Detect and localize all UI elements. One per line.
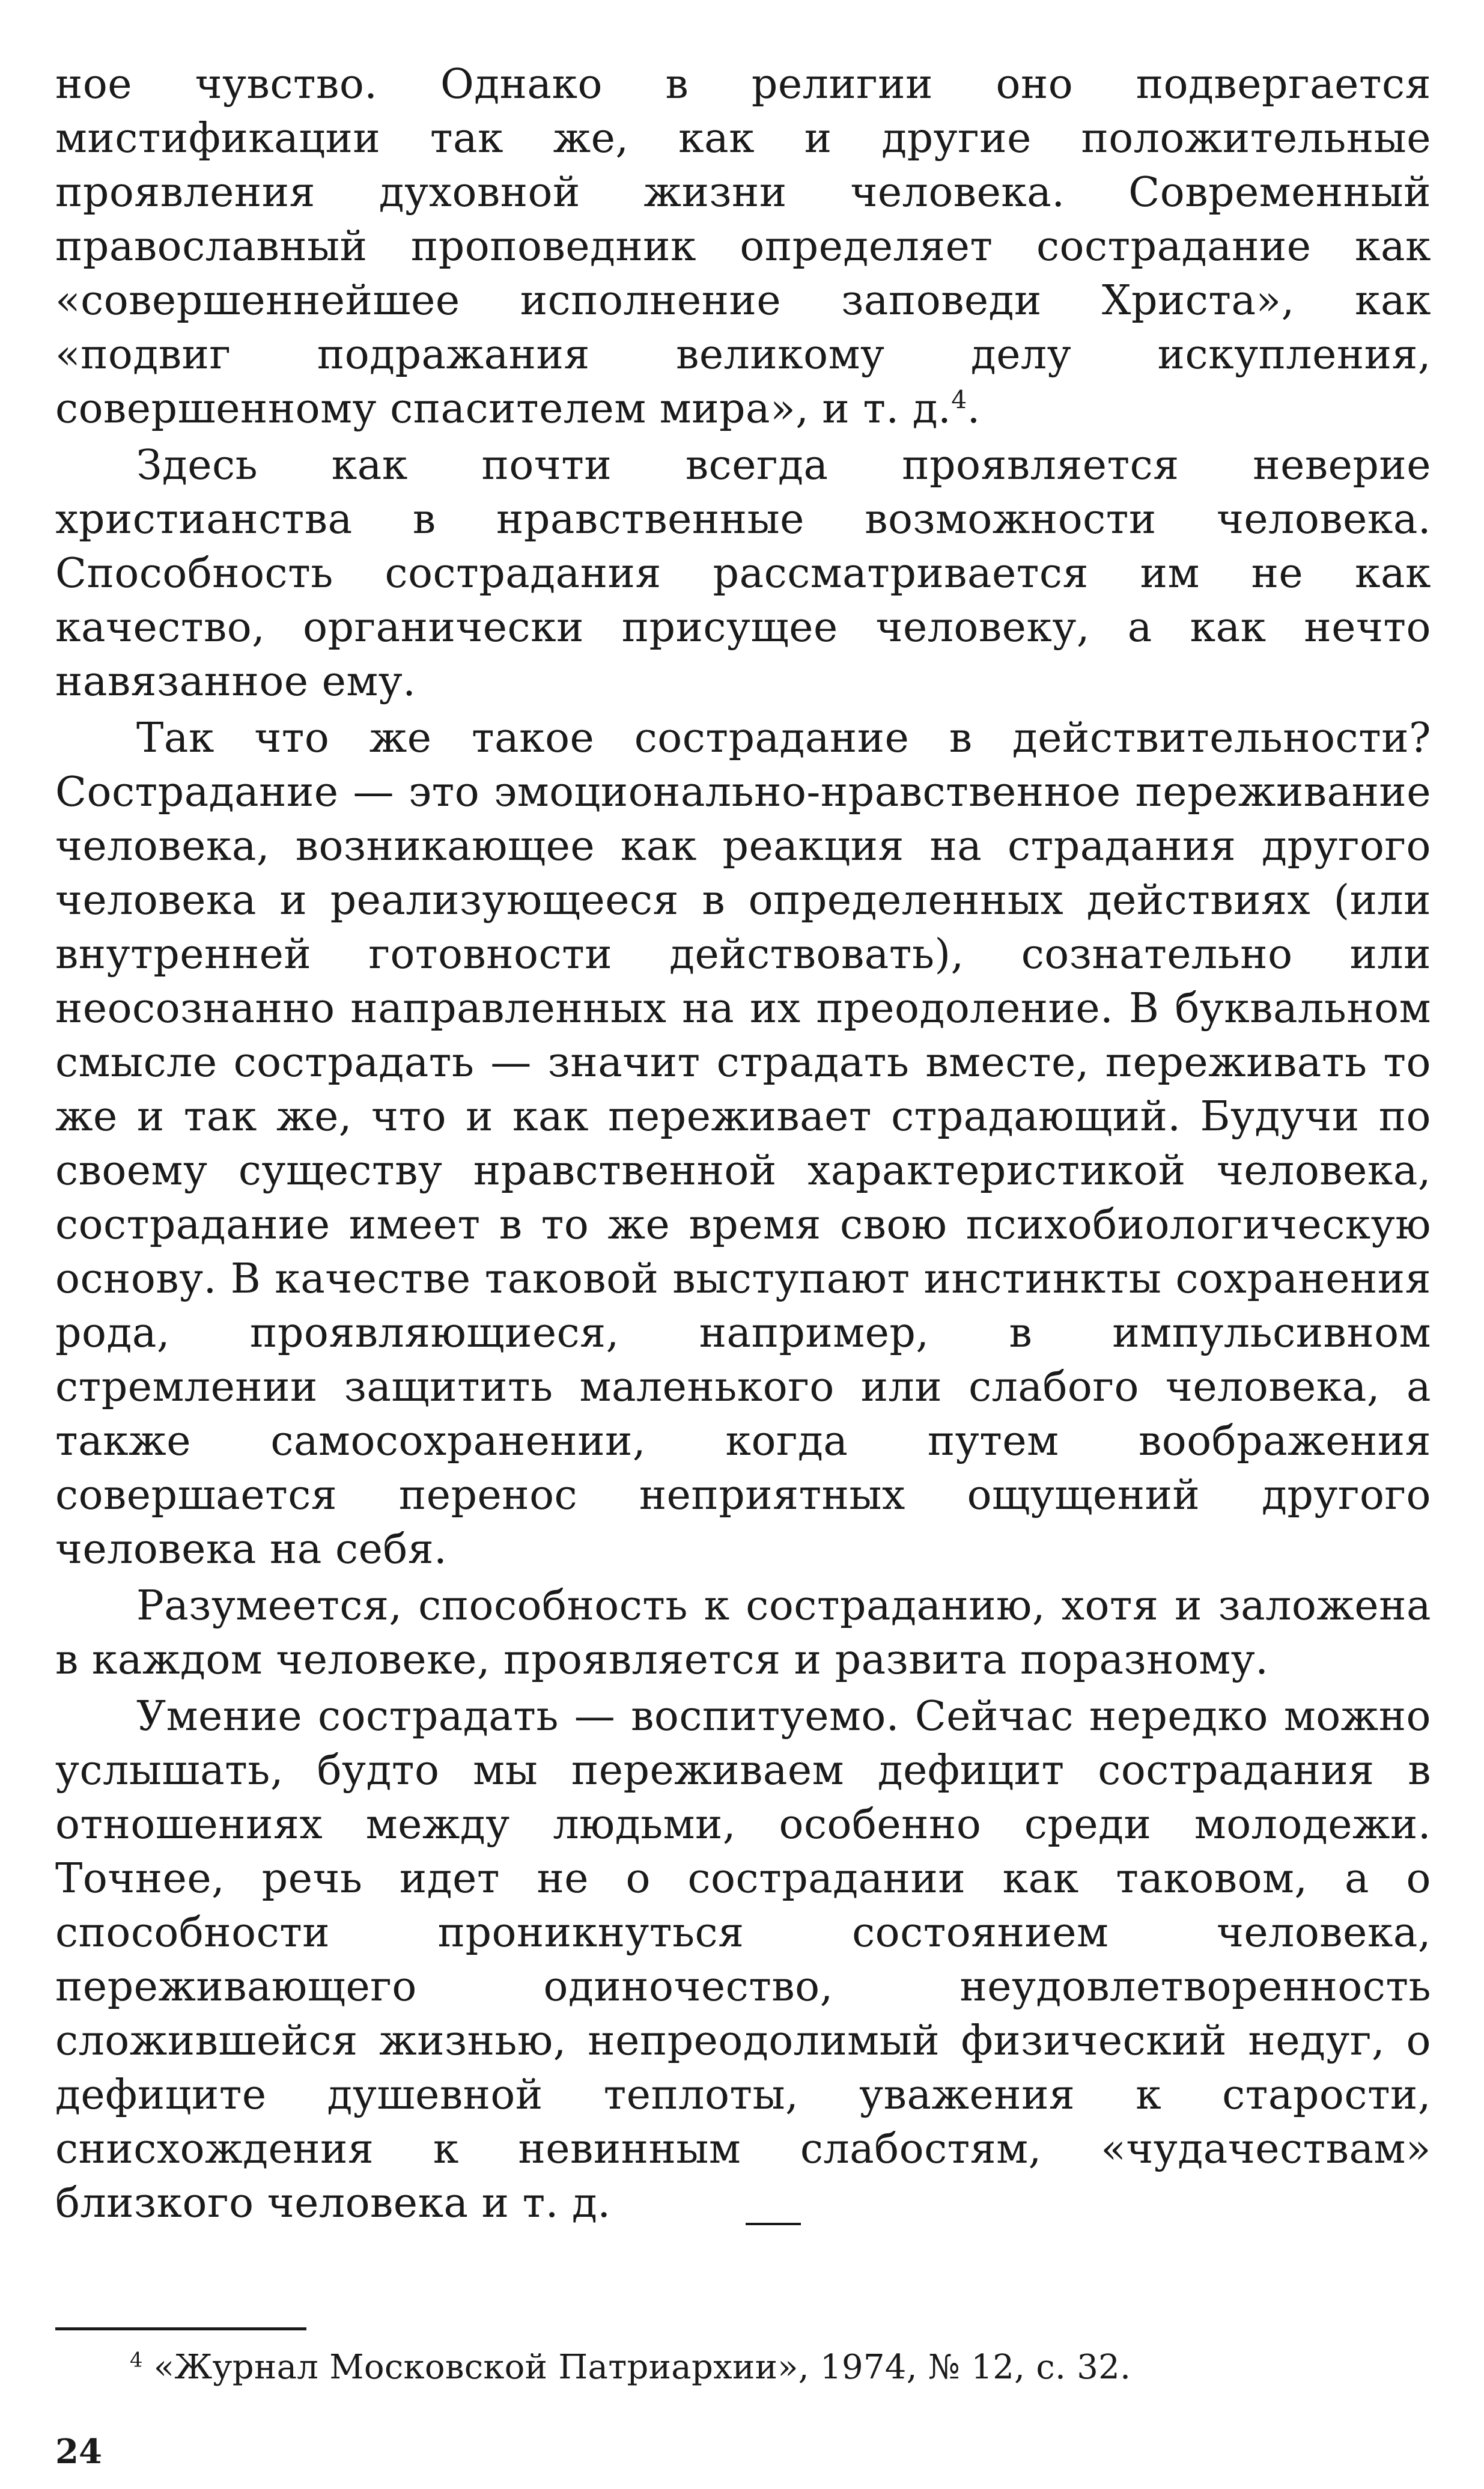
paragraph-1-text: ное чувство. Однако в религии оно подвергается мистификации так же, как и другие положительные проявления духовной жизни человека. Современный православный проповедник определяет сострадание как «совершеннейшее исполнение заповеди Христа», как «подвиг подражания великому делу искупления, совершенному спасителем мира», и т. д. <box>55 61 1431 433</box>
paragraph-2-text: Здесь как почти всегда проявляется неверие христианства в нравственные возможности человека. Способность сострадания рассматривается им не как качество, органически присущее человеку, а как нечто навязанное ему. <box>55 442 1431 705</box>
footnote-marker: 4 <box>130 2348 143 2372</box>
end-dash-mark <box>746 2223 801 2225</box>
paragraph-4-text: Разумеется, способность к состраданию, хотя и заложена в каждом человеке, проявляется и развита поразному. <box>55 1582 1431 1684</box>
paragraph-5 <box>55 1690 1431 2231</box>
paragraph-5-text: Умение сострадать — воспитуемо. Сейчас нередко можно услышать, будто мы переживаем дефицит сострадания в отношениях между людьми, особенно среди молодежи. Точнее, речь идет не о сострадании как таковом, а о способности проникнуться состоянием человека, переживающего одиночество, неудовлетворенность сложившейся жизнью, непреодолимый физический недуг, о дефиците душевной теплоты, уважения к старости, снисхождения к невинным слабостям, «чудачествам» близкого человека и т. д. <box>55 1693 1431 2227</box>
paragraph-continuation <box>55 58 1431 436</box>
paragraph-1-tail: . <box>967 385 981 433</box>
paragraph-4 <box>55 1579 1431 1687</box>
footnote-reference[interactable]: 4 <box>951 385 967 415</box>
paragraph-2 <box>55 439 1431 709</box>
footnote-divider <box>55 2327 306 2330</box>
footnote-text: «Журнал Московской Патриархии», 1974, № 12, с. 32. <box>153 2348 1131 2387</box>
page-body <box>55 58 1431 2231</box>
paragraph-3-text: Так что же такое сострадание в действительности? Сострадание — это эмоционально-нравственное переживание человека, возникающее как реакция на страдания другого человека и реализующееся в определенных действиях (или внутренней готовности действовать), сознательно или неосознанно направленных на их преодоление. В буквальном смысле сострадать — значит страдать вместе, переживать то же и так же, что и как переживает страдающий. Будучи по своему существу нравственной характеристикой человека, сострадание имеет в то же время свою психобиологическую основу. В качестве таковой выступают инстинкты сохранения рода, проявляющиеся, например, в импульсивном стремлении защитить маленького или слабого человека, а также самосохранении, когда путем воображения совершается перенос неприятных ощущений другого человека на себя. <box>55 714 1431 1573</box>
footnote <box>130 2344 1131 2392</box>
page-number: 24 <box>55 2432 102 2472</box>
paragraph-3 <box>55 711 1431 1577</box>
